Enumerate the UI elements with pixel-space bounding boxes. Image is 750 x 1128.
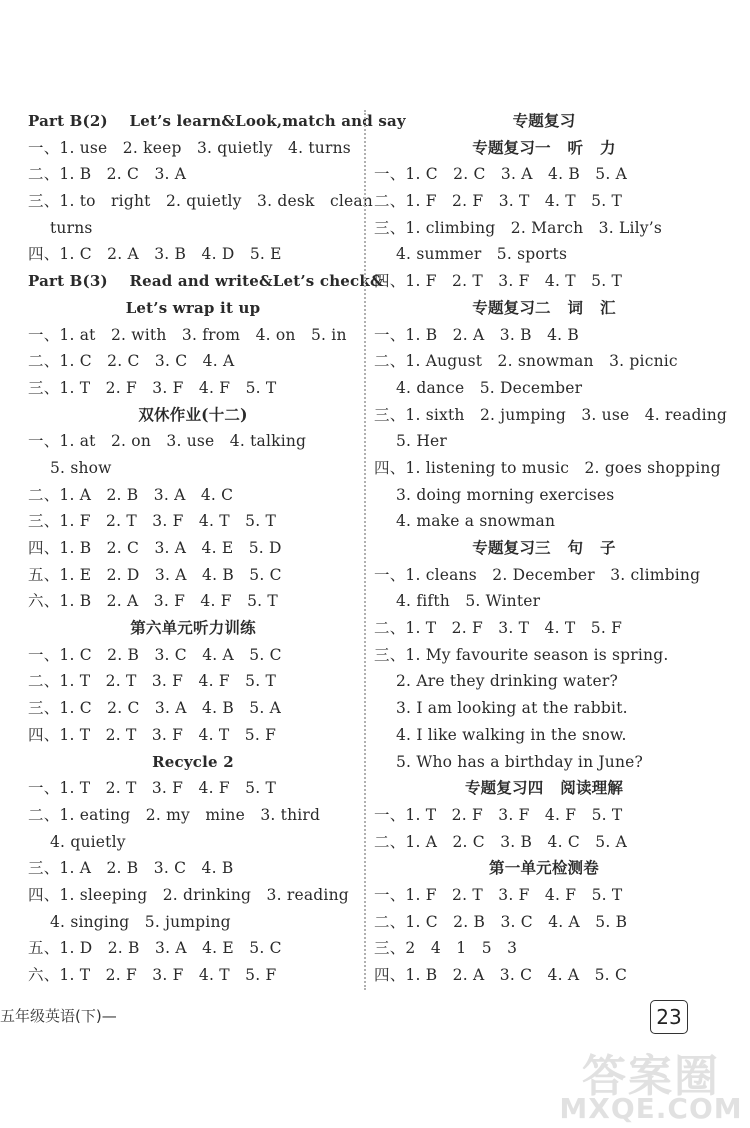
answer-line-continued: 4. make a snowman [396,512,556,531]
answer-line-continued: 4. summer 5. sports [396,245,568,264]
column-divider [364,110,366,990]
answer-line-continued: 3. I am looking at the rabbit. [396,699,628,718]
answer-line: 四、1. F 2. T 3. F 4. T 5. T [374,272,623,291]
section-heading: 第一单元检测卷 [489,858,599,878]
answer-line: 四、1. listening to music 2. goes shopping [374,458,721,477]
page-number: 23 [650,1000,688,1034]
answer-line: 二、1. B 2. C 3. A [28,165,187,184]
answer-line: 四、1. B 2. A 3. C 4. A 5. C [374,966,627,984]
footer-book-title: 五年级英语(下)— [0,1007,117,1025]
left-answer-column [28,108,406,989]
answer-line: 二、1. A 2. C 3. B 4. C 5. A [374,832,627,851]
section-heading: 专题复习四 阅读理解 [464,778,624,798]
answer-line-continued: turns [50,218,93,237]
answer-line: 一、1. use 2. keep 3. quietly 4. turns [28,138,351,157]
answer-line: 三、1. My favourite season is spring. [374,645,669,664]
watermark-en: MXQE.COM [559,1092,743,1125]
answer-line-continued: 4. fifth 5. Winter [396,592,541,611]
answer-line: 一、1. T 2. T 3. F 4. F 5. T [28,779,277,798]
section-heading: Part B(3) Read and write&Let’s check& [28,272,384,291]
section-heading: 专题复习一 听 力 [472,137,616,157]
answer-line-continued: 5. show [50,458,112,477]
answer-line: 三、1. A 2. B 3. C 4. B [28,859,234,878]
section-heading: 专题复习三 句 子 [472,538,616,557]
answer-line: 一、1. cleans 2. December 3. climbing [374,565,701,584]
answer-line-continued: 4. I like walking in the snow. [396,725,627,744]
answer-line: 三、1. sixth 2. jumping 3. use 4. reading [374,405,728,424]
answer-line: 四、1. T 2. T 3. F 4. T 5. F [28,725,277,744]
section-heading: 专题复习 [512,111,576,130]
answer-line: 五、1. D 2. B 3. A 4. E 5. C [28,939,282,958]
answer-line: 四、1. C 2. A 3. B 4. D 5. E [28,245,282,264]
answer-line-continued: 4. quietly [50,832,126,851]
answer-line: 四、1. B 2. C 3. A 4. E 5. D [28,539,282,557]
answer-line: 三、1. to right 2. quietly 3. desk clean [28,192,373,211]
section-heading: Let’s wrap it up [125,298,261,317]
answer-line: 三、1. F 2. T 3. F 4. T 5. T [28,512,277,531]
answer-line: 二、1. C 2. C 3. C 4. A [28,352,235,371]
answer-line: 六、1. B 2. A 3. F 4. F 5. T [28,592,278,611]
answer-line: 二、1. August 2. snowman 3. picnic [374,352,678,371]
answer-line: 二、1. T 2. T 3. F 4. F 5. T [28,672,277,691]
answer-line: 一、1. T 2. F 3. F 4. F 5. T [374,805,623,824]
answer-line-continued: 5. Who has a birthday in June? [396,752,644,771]
answer-line: 三、1. climbing 2. March 3. Lily’s [374,218,663,237]
answer-line-continued: 4. dance 5. December [396,378,583,397]
answer-line: 五、1. E 2. D 3. A 4. B 5. C [28,565,282,584]
watermark-cn: 答案圈 [582,1051,720,1102]
answer-line: 一、1. F 2. T 3. F 4. F 5. T [374,885,623,904]
watermark [556,1038,746,1124]
answer-line: 二、1. A 2. B 3. A 4. C [28,485,234,504]
section-heading: 双休作业(十二) [138,404,248,424]
answer-line: 一、1. at 2. on 3. use 4. talking [28,432,307,451]
answer-line: 二、1. T 2. F 3. T 4. T 5. F [374,619,623,638]
section-heading: Recycle 2 [152,752,234,771]
right-answer-column [374,108,728,989]
section-heading: Part B(2) Let’s learn&Look,match and say [28,112,406,130]
answer-line: 一、1. C 2. B 3. C 4. A 5. C [28,645,282,664]
answer-line: 一、1. at 2. with 3. from 4. on 5. in [28,325,347,344]
answer-line: 二、1. C 2. B 3. C 4. A 5. B [374,912,628,931]
answer-line: 六、1. T 2. F 3. F 4. T 5. F [28,966,277,984]
answer-line: 一、1. C 2. C 3. A 4. B 5. A [374,165,627,184]
answer-line: 四、1. sleeping 2. drinking 3. reading [28,885,349,904]
answer-line: 三、1. C 2. C 3. A 4. B 5. A [28,699,281,718]
section-heading: 专题复习二 词 汇 [472,297,616,317]
answer-line: 一、1. B 2. A 3. B 4. B [374,325,579,344]
section-heading: 第六单元听力训练 [130,618,256,638]
answer-line-continued: 4. singing 5. jumping [50,912,231,931]
answer-line-continued: 3. doing morning exercises [396,485,615,504]
answer-line: 三、2 4 1 5 3 [374,939,518,958]
answer-line: 三、1. T 2. F 3. F 4. F 5. T [28,378,277,397]
answer-line: 二、1. F 2. F 3. T 4. T 5. T [374,192,623,211]
answer-line: 二、1. eating 2. my mine 3. third [28,805,321,824]
answer-line-continued: 2. Are they drinking water? [396,672,618,691]
answer-line-continued: 5. Her [396,432,448,451]
